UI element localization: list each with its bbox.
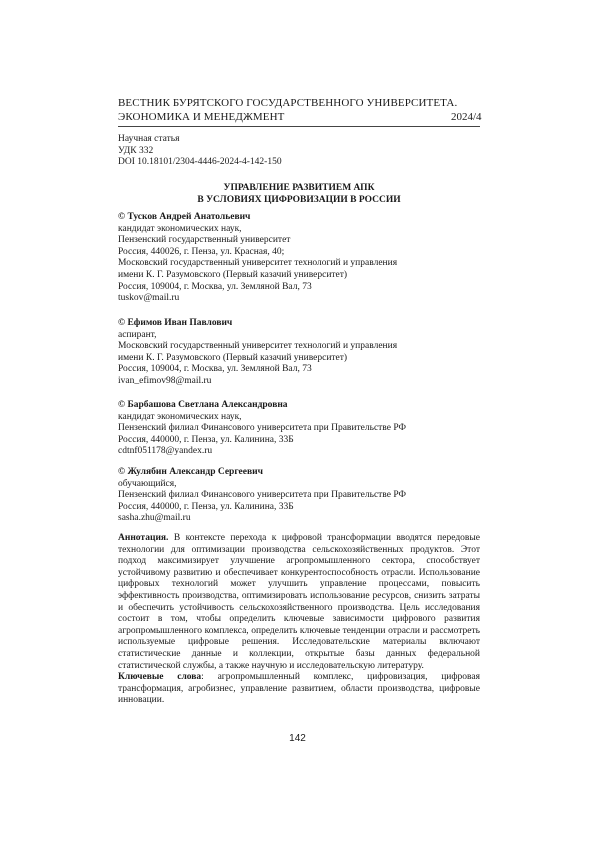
journal-title-line2: ЭКОНОМИКА И МЕНЕДЖМЕНТ	[118, 111, 285, 123]
author-name: © Ефимов Иван Павлович	[118, 318, 233, 328]
author-email[interactable]: cdtnf051178@yandex.ru	[118, 446, 213, 457]
journal-header	[118, 96, 480, 124]
author-block	[118, 318, 480, 388]
author-affiliation: Пензенский государственный университет	[118, 235, 291, 246]
author-degree: кандидат экономических наук,	[118, 223, 242, 234]
author-email[interactable]: tuskov@mail.ru	[118, 293, 180, 304]
issue-number: 2024/4	[451, 111, 482, 123]
header-divider	[118, 126, 480, 127]
author-affiliation: Московский государственный университет технологий и управления	[118, 341, 398, 352]
keywords-text: : агропромышленный комплекс, цифровизация, цифровая трансформация, агробизнес, управление развитием, области производства, цифровые инновации.	[118, 672, 480, 706]
author-affiliation: Московский государственный университет технологий и управления	[118, 258, 398, 269]
page-number: 142	[289, 733, 306, 744]
article-title-line1: УПРАВЛЕНИЕ РАЗВИТИЕМ АПК	[223, 183, 375, 193]
author-affiliation: имени К. Г. Разумовского (Первый казачий университет)	[118, 352, 348, 363]
author-email[interactable]: ivan_efimov98@mail.ru	[118, 375, 212, 386]
article-type: Научная статья	[118, 134, 180, 144]
author-name: © Тусков Андрей Анатольевич	[118, 212, 251, 222]
abstract-text: В контексте перехода к цифровой трансформации вводятся передовые технологии для оптимизации производства сельскохозяйственных продуктов. Этот подход максимизирует улучшение агропромышленного сектора, способствует устойчивому развитию и обеспечивает конкурентоспособность отрасли. Использование цифровых технологий может улучшить управление процессами, повысить эффективность производства, оптимизировать использование ресурсов, снизить затраты и обеспечить устойчивость сельскохозяйственного производства. Цель исследования состоит в том, чтобы определить ключевые зависимости цифрового развития агропромышленного комплекса, определить ключевые тенденции отрасли и рассмотреть используемые цифровые решения. Исследовательские материалы включают статистические данные и коллекции, открытые базы данных федеральной статистической службы, а также научную и исследовательскую литературу.	[118, 533, 480, 671]
author-degree: кандидат экономических наук,	[118, 411, 242, 422]
author-degree: аспирант,	[118, 329, 157, 340]
author-name: © Жулябин Александр Сергеевич	[118, 467, 263, 477]
author-block	[118, 467, 480, 525]
keywords-label: Ключевые слова	[118, 672, 202, 683]
abstract-paragraph	[118, 533, 480, 672]
author-email[interactable]: sasha.zhu@mail.ru	[118, 513, 191, 524]
udc-code: УДК 332	[118, 145, 154, 156]
journal-title-line1: ВЕСТНИК БУРЯТСКОГО ГОСУДАРСТВЕННОГО УНИВЕРСИТЕТА.	[118, 97, 458, 109]
article-title	[118, 183, 480, 206]
author-address: Россия, 440026, г. Пенза, ул. Красная, 40;	[118, 246, 285, 257]
abstract-label: Аннотация.	[118, 533, 169, 543]
abstract-section	[118, 533, 480, 707]
article-meta	[118, 134, 282, 169]
keywords-paragraph	[118, 672, 480, 707]
author-affiliation: Пензенский филиал Финансового университета при Правительстве РФ	[118, 490, 406, 501]
article-title-line2: В УСЛОВИЯХ ЦИФРОВИЗАЦИИ В РОССИИ	[197, 194, 401, 205]
doi: DOI 10.18101/2304-4446-2024-4-142-150	[118, 157, 282, 168]
author-degree: обучающийся,	[118, 478, 177, 489]
author-address: Россия, 109004, г. Москва, ул. Земляной Вал, 73	[118, 364, 312, 375]
author-address: Россия, 440000, г. Пенза, ул. Калинина, 33Б	[118, 434, 294, 445]
author-address: Россия, 440000, г. Пенза, ул. Калинина, 33Б	[118, 501, 294, 512]
author-affiliation: Пензенский филиал Финансового университета при Правительстве РФ	[118, 423, 406, 434]
author-address: Россия, 109004, г. Москва, ул. Земляной Вал, 73	[118, 281, 312, 292]
author-affiliation: имени К. Г. Разумовского (Первый казачий университет)	[118, 269, 348, 280]
author-block	[118, 212, 480, 305]
author-block	[118, 400, 480, 458]
author-name: © Барбашова Светлана Александровна	[118, 400, 288, 410]
